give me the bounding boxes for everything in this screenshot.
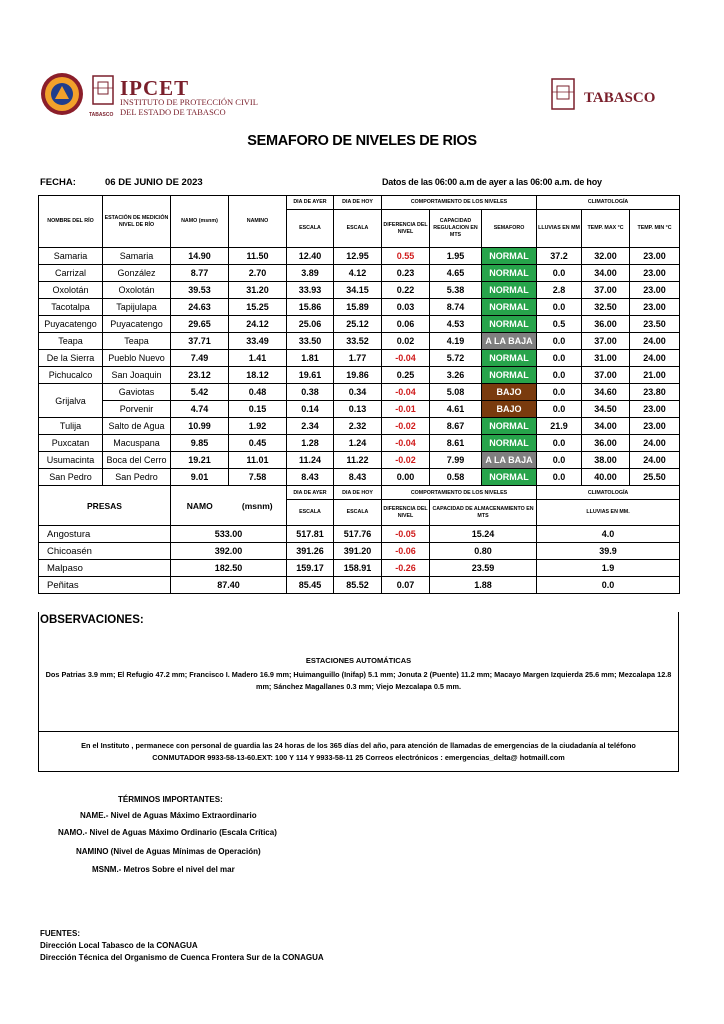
presa-escala-hoy-value: 158.91 <box>334 560 382 577</box>
header-comportamiento: COMPORTAMIENTO DE LOS NIVELES <box>382 196 537 210</box>
capacidad-value: 5.08 <box>430 384 482 401</box>
table-row <box>39 418 680 435</box>
station-name: Boca del Cerro <box>103 452 171 469</box>
lluvia-value: 2.8 <box>537 282 582 299</box>
presa-name: Peñitas <box>39 577 171 594</box>
escala-ayer-value: 33.50 <box>287 333 334 350</box>
namo-value: 7.49 <box>171 350 229 367</box>
escala-hoy-value: 34.15 <box>334 282 382 299</box>
namino-value: 1.92 <box>229 418 287 435</box>
fecha-label: FECHA: <box>40 177 76 188</box>
namino-value: 0.48 <box>229 384 287 401</box>
station-name: San Pedro <box>103 469 171 486</box>
station-name: Porvenir <box>103 401 171 418</box>
table-row <box>39 350 680 367</box>
lluvia-value: 0.0 <box>537 299 582 316</box>
station-name: Oxolotán <box>103 282 171 299</box>
temp-min-value: 24.00 <box>630 435 680 452</box>
namo-value: 37.71 <box>171 333 229 350</box>
presa-name: Malpaso <box>39 560 171 577</box>
term-namino: NAMINO (Nivel de Aguas Mínimas de Operación) <box>76 847 261 856</box>
escala-ayer-value: 1.81 <box>287 350 334 367</box>
header-namino: NAMINO <box>229 196 287 248</box>
diferencia-value: 0.00 <box>382 469 430 486</box>
diferencia-value: -0.04 <box>382 350 430 367</box>
escala-hoy-value: 25.12 <box>334 316 382 333</box>
river-name: Puxcatan <box>39 435 103 452</box>
presa-diferencia-value: -0.05 <box>382 526 430 543</box>
escala-hoy-value: 0.34 <box>334 384 382 401</box>
namo-value: 19.21 <box>171 452 229 469</box>
header-presas-dia-ayer: DIA DE AYER <box>287 486 334 500</box>
table-row <box>39 435 680 452</box>
rivers-table <box>38 195 680 594</box>
namino-value: 33.49 <box>229 333 287 350</box>
namo-value: 24.63 <box>171 299 229 316</box>
capacidad-value: 8.74 <box>430 299 482 316</box>
fuentes: FUENTES: Dirección Local Tabasco de la CONAGUA Dirección Técnica del Organismo de Cuenca Frontera Sur de la CONAGUA <box>40 929 324 962</box>
namino-value: 18.12 <box>229 367 287 384</box>
diferencia-value: -0.02 <box>382 418 430 435</box>
header-temp-max: TEMP. MAX °C <box>582 210 630 248</box>
semaforo-badge: BAJO <box>482 384 537 401</box>
table-row <box>39 469 680 486</box>
diferencia-value: 0.22 <box>382 282 430 299</box>
table-row <box>39 248 680 265</box>
lluvia-value: 0.0 <box>537 435 582 452</box>
presa-diferencia-value: -0.26 <box>382 560 430 577</box>
temp-min-value: 23.50 <box>630 316 680 333</box>
temp-max-value: 37.00 <box>582 333 630 350</box>
namo-value: 29.65 <box>171 316 229 333</box>
namino-value: 15.25 <box>229 299 287 316</box>
namo-value: 39.53 <box>171 282 229 299</box>
station-name: Macuspana <box>103 435 171 452</box>
seal-label: TABASCO <box>89 112 114 118</box>
header-estacion: ESTACIÓN DE MEDICIÓN NIVEL DE RÍO <box>103 196 171 248</box>
lluvia-value: 0.0 <box>537 469 582 486</box>
header-presas-lluvias: LLUVIAS EN MM. <box>537 500 680 526</box>
table-row <box>39 316 680 333</box>
header-escala-hoy: ESCALA <box>334 210 382 248</box>
presa-capacidad-value: 0.80 <box>430 543 537 560</box>
diferencia-value: -0.02 <box>382 452 430 469</box>
semaforo-badge: A LA BAJA <box>482 333 537 350</box>
temp-min-value: 23.00 <box>630 248 680 265</box>
lluvia-value: 0.0 <box>537 384 582 401</box>
capacidad-value: 8.61 <box>430 435 482 452</box>
river-name: Pichucalco <box>39 367 103 384</box>
table-row <box>39 526 680 543</box>
lluvia-value: 0.0 <box>537 401 582 418</box>
state-name: TABASCO <box>584 90 656 106</box>
capacidad-value: 1.95 <box>430 248 482 265</box>
temp-min-value: 24.00 <box>630 333 680 350</box>
diferencia-value: 0.23 <box>382 265 430 282</box>
temp-max-value: 34.00 <box>582 265 630 282</box>
river-name: Usumacinta <box>39 452 103 469</box>
river-name: Tulija <box>39 418 103 435</box>
table-row <box>39 577 680 594</box>
escala-ayer-value: 12.40 <box>287 248 334 265</box>
station-name: Teapa <box>103 333 171 350</box>
table-row <box>39 367 680 384</box>
lluvia-value: 0.0 <box>537 367 582 384</box>
temp-max-value: 34.50 <box>582 401 630 418</box>
escala-hoy-value: 33.52 <box>334 333 382 350</box>
station-name: Puyacatengo <box>103 316 171 333</box>
lluvia-value: 0.0 <box>537 350 582 367</box>
namino-value: 2.70 <box>229 265 287 282</box>
semaforo-badge: NORMAL <box>482 282 537 299</box>
escala-ayer-value: 19.61 <box>287 367 334 384</box>
temp-min-value: 24.00 <box>630 452 680 469</box>
escala-ayer-value: 1.28 <box>287 435 334 452</box>
temp-max-value: 34.00 <box>582 418 630 435</box>
capacidad-value: 3.26 <box>430 367 482 384</box>
presa-diferencia-value: -0.06 <box>382 543 430 560</box>
presa-escala-ayer-value: 391.26 <box>287 543 334 560</box>
table-row <box>39 265 680 282</box>
table-row <box>39 401 680 418</box>
presa-escala-hoy-value: 391.20 <box>334 543 382 560</box>
presa-name: Angostura <box>39 526 171 543</box>
temp-max-value: 36.00 <box>582 435 630 452</box>
station-name: Pueblo Nuevo <box>103 350 171 367</box>
namino-value: 11.01 <box>229 452 287 469</box>
estaciones-title: ESTACIONES AUTOMÁTICAS <box>305 656 412 665</box>
presa-lluvia-value: 39.9 <box>537 543 680 560</box>
escala-ayer-value: 8.43 <box>287 469 334 486</box>
term-msnm: MSNM.- Metros Sobre el nivel del mar <box>92 865 235 874</box>
term-namo: NAMO.- Nivel de Aguas Máximo Ordinario (Escala Crítica) <box>58 828 277 837</box>
lluvia-value: 0.0 <box>537 333 582 350</box>
capacidad-value: 5.72 <box>430 350 482 367</box>
divider <box>38 731 679 732</box>
lluvia-value: 21.9 <box>537 418 582 435</box>
diferencia-value: -0.04 <box>382 384 430 401</box>
escala-hoy-value: 2.32 <box>334 418 382 435</box>
header-nombre: NOMBRE DEL RÍO <box>39 196 103 248</box>
temp-min-value: 25.50 <box>630 469 680 486</box>
escala-ayer-value: 15.86 <box>287 299 334 316</box>
namo-value: 5.42 <box>171 384 229 401</box>
river-name: Samaria <box>39 248 103 265</box>
header-presas-msnm: (msnm) <box>229 486 287 526</box>
presa-escala-ayer-value: 85.45 <box>287 577 334 594</box>
semaforo-badge: NORMAL <box>482 418 537 435</box>
org-short-name: IPCET <box>120 76 190 100</box>
temp-min-value: 23.80 <box>630 384 680 401</box>
station-name: González <box>103 265 171 282</box>
presa-escala-hoy-value: 85.52 <box>334 577 382 594</box>
river-name: San Pedro <box>39 469 103 486</box>
semaforo-badge: NORMAL <box>482 469 537 486</box>
escala-ayer-value: 0.14 <box>287 401 334 418</box>
diferencia-value: -0.01 <box>382 401 430 418</box>
header-presas-comportamiento: COMPORTAMIENTO DE LOS NIVELES <box>382 486 537 500</box>
table-row <box>39 452 680 469</box>
table-row <box>39 333 680 350</box>
tabasco-seal-icon <box>90 72 116 112</box>
header-presas: PRESAS <box>39 486 171 526</box>
station-name: Gaviotas <box>103 384 171 401</box>
table-row <box>39 299 680 316</box>
semaforo-badge: A LA BAJA <box>482 452 537 469</box>
escala-ayer-value: 25.06 <box>287 316 334 333</box>
temp-min-value: 23.00 <box>630 418 680 435</box>
presa-capacidad-value: 1.88 <box>430 577 537 594</box>
escala-ayer-value: 11.24 <box>287 452 334 469</box>
river-name: Tacotalpa <box>39 299 103 316</box>
river-name: Puyacatengo <box>39 316 103 333</box>
header-capacidad: CAPACIDAD REGULACION EN MTS <box>430 210 482 248</box>
temp-min-value: 23.00 <box>630 265 680 282</box>
river-name: Teapa <box>39 333 103 350</box>
namo-value: 14.90 <box>171 248 229 265</box>
lluvia-value: 0.0 <box>537 452 582 469</box>
header-dia-ayer: DIA DE AYER <box>287 196 334 210</box>
diferencia-value: -0.04 <box>382 435 430 452</box>
presa-name: Chicoasén <box>39 543 171 560</box>
presa-capacidad-value: 15.24 <box>430 526 537 543</box>
diferencia-value: 0.55 <box>382 248 430 265</box>
org-full-name: INSTITUTO DE PROTECCIÓN CIVIL DEL ESTADO DE TABASCO <box>120 97 258 117</box>
temp-min-value: 21.00 <box>630 367 680 384</box>
temp-min-value: 23.00 <box>630 299 680 316</box>
semaforo-badge: BAJO <box>482 401 537 418</box>
semaforo-badge: NORMAL <box>482 299 537 316</box>
instituto-info: En el Instituto , permanece con personal de guardia las 24 horas de los 365 días del año, para atención de llamadas de emergencias de la ciudadanía al teléfono CONMUTADOR 9933-58-13-60.EXT: 100 Y 114 Y 9933-58-11 25 Correos electrónicos : emergencias_delta@ hotmaill.com <box>81 741 636 762</box>
namino-value: 1.41 <box>229 350 287 367</box>
temp-max-value: 36.00 <box>582 316 630 333</box>
namo-value: 23.12 <box>171 367 229 384</box>
namino-value: 31.20 <box>229 282 287 299</box>
term-name: NAME.- Nivel de Aguas Máximo Extraordinario <box>80 811 257 820</box>
temp-min-value: 24.00 <box>630 350 680 367</box>
escala-hoy-value: 0.13 <box>334 401 382 418</box>
presa-capacidad-value: 23.59 <box>430 560 537 577</box>
lluvia-value: 37.2 <box>537 248 582 265</box>
river-name: Carrizal <box>39 265 103 282</box>
namo-value: 10.99 <box>171 418 229 435</box>
capacidad-value: 0.58 <box>430 469 482 486</box>
table-row <box>39 282 680 299</box>
header-dia-hoy: DIA DE HOY <box>334 196 382 210</box>
header-presas-namo: NAMO <box>171 486 229 526</box>
capacidad-value: 4.61 <box>430 401 482 418</box>
page-title: SEMAFORO DE NIVELES DE RIOS <box>247 133 477 149</box>
namo-value: 4.74 <box>171 401 229 418</box>
semaforo-badge: NORMAL <box>482 350 537 367</box>
namino-value: 7.58 <box>229 469 287 486</box>
presa-escala-ayer-value: 159.17 <box>287 560 334 577</box>
terminos-title: TÉRMINOS IMPORTANTES: <box>118 795 223 804</box>
diferencia-value: 0.02 <box>382 333 430 350</box>
header-presas-escala-hoy: ESCALA <box>334 500 382 526</box>
capacidad-value: 5.38 <box>430 282 482 299</box>
namo-value: 9.01 <box>171 469 229 486</box>
escala-hoy-value: 8.43 <box>334 469 382 486</box>
escala-hoy-value: 12.95 <box>334 248 382 265</box>
observaciones-title: OBSERVACIONES: <box>40 614 144 626</box>
tabasco-state-seal-icon <box>548 74 578 116</box>
presa-namo-value: 87.40 <box>171 577 287 594</box>
semaforo-badge: NORMAL <box>482 435 537 452</box>
temp-max-value: 31.00 <box>582 350 630 367</box>
capacidad-value: 4.19 <box>430 333 482 350</box>
presa-lluvia-value: 1.9 <box>537 560 680 577</box>
escala-ayer-value: 33.93 <box>287 282 334 299</box>
header-escala-ayer: ESCALA <box>287 210 334 248</box>
river-name: De la Sierra <box>39 350 103 367</box>
escala-ayer-value: 3.89 <box>287 265 334 282</box>
capacidad-value: 4.65 <box>430 265 482 282</box>
header-climatologia: CLIMATOLOGÍA <box>537 196 680 210</box>
namino-value: 0.45 <box>229 435 287 452</box>
header-lluvias: LLUVIAS EN MM <box>537 210 582 248</box>
escala-hoy-value: 4.12 <box>334 265 382 282</box>
escala-hoy-value: 1.77 <box>334 350 382 367</box>
presa-lluvia-value: 0.0 <box>537 577 680 594</box>
diferencia-value: 0.25 <box>382 367 430 384</box>
header-presas-capacidad: CAPACIDAD DE ALMACENAMIENTO EN MTS <box>430 500 537 526</box>
presa-lluvia-value: 4.0 <box>537 526 680 543</box>
temp-max-value: 32.50 <box>582 299 630 316</box>
river-name: Grijalva <box>39 384 103 418</box>
semaforo-badge: NORMAL <box>482 367 537 384</box>
header-diferencia: DIFERENCIA DEL NIVEL <box>382 210 430 248</box>
presa-namo-value: 182.50 <box>171 560 287 577</box>
station-name: Salto de Agua <box>103 418 171 435</box>
station-name: Samaria <box>103 248 171 265</box>
temp-max-value: 38.00 <box>582 452 630 469</box>
header-namo: NAMO (msnm) <box>171 196 229 248</box>
diferencia-value: 0.03 <box>382 299 430 316</box>
temp-min-value: 23.00 <box>630 401 680 418</box>
table-row <box>39 543 680 560</box>
escala-hoy-value: 15.89 <box>334 299 382 316</box>
semaforo-badge: NORMAL <box>482 265 537 282</box>
capacidad-value: 7.99 <box>430 452 482 469</box>
header-presas-escala-ayer: ESCALA <box>287 500 334 526</box>
namino-value: 24.12 <box>229 316 287 333</box>
temp-min-value: 23.00 <box>630 282 680 299</box>
temp-max-value: 37.00 <box>582 282 630 299</box>
header-presas-diferencia: DIFERENCIA DEL NIVEL <box>382 500 430 526</box>
header-presas-climatologia: CLIMATOLOGÍA <box>537 486 680 500</box>
escala-ayer-value: 2.34 <box>287 418 334 435</box>
header-presas-dia-hoy: DIA DE HOY <box>334 486 382 500</box>
presa-namo-value: 533.00 <box>171 526 287 543</box>
header-semaforo: SEMAFORO <box>482 210 537 248</box>
temp-max-value: 37.00 <box>582 367 630 384</box>
lluvia-value: 0.5 <box>537 316 582 333</box>
escala-hoy-value: 11.22 <box>334 452 382 469</box>
capacidad-value: 8.67 <box>430 418 482 435</box>
station-name: San Joaquin <box>103 367 171 384</box>
header-temp-min: TEMP. MIN °C <box>630 210 680 248</box>
station-name: Tapijulapa <box>103 299 171 316</box>
datos-period: Datos de las 06:00 a.m de ayer a las 06:00 a.m. de hoy <box>382 177 602 187</box>
lluvia-value: 0.0 <box>537 265 582 282</box>
diferencia-value: 0.06 <box>382 316 430 333</box>
table-row <box>39 560 680 577</box>
capacidad-value: 4.53 <box>430 316 482 333</box>
semaforo-badge: NORMAL <box>482 248 537 265</box>
escala-hoy-value: 19.86 <box>334 367 382 384</box>
semaforo-badge: NORMAL <box>482 316 537 333</box>
presa-escala-hoy-value: 517.76 <box>334 526 382 543</box>
namo-value: 8.77 <box>171 265 229 282</box>
namino-value: 0.15 <box>229 401 287 418</box>
fecha-value: 06 DE JUNIO DE 2023 <box>105 177 203 188</box>
temp-max-value: 34.60 <box>582 384 630 401</box>
presa-namo-value: 392.00 <box>171 543 287 560</box>
presa-diferencia-value: 0.07 <box>382 577 430 594</box>
river-name: Oxolotán <box>39 282 103 299</box>
presa-escala-ayer-value: 517.81 <box>287 526 334 543</box>
temp-max-value: 40.00 <box>582 469 630 486</box>
civil-protection-logo <box>40 72 84 116</box>
escala-hoy-value: 1.24 <box>334 435 382 452</box>
estaciones-text: Dos Patrias 3.9 mm; El Refugio 47.2 mm; Francisco I. Madero 16.9 mm; Huimanguillo (Inifap) 5.1 mm; Jonuta 2 (Puente) 11.2 mm; Macayo Margen Izquierda 25.6 mm; Mezcalapa 12.8 mm; Sánchez Magallanes 0.3 mm; Viejo Mezcalapa 0.5 mm. <box>45 670 672 691</box>
table-row <box>39 384 680 401</box>
escala-ayer-value: 0.38 <box>287 384 334 401</box>
namo-value: 9.85 <box>171 435 229 452</box>
namino-value: 11.50 <box>229 248 287 265</box>
temp-max-value: 32.00 <box>582 248 630 265</box>
